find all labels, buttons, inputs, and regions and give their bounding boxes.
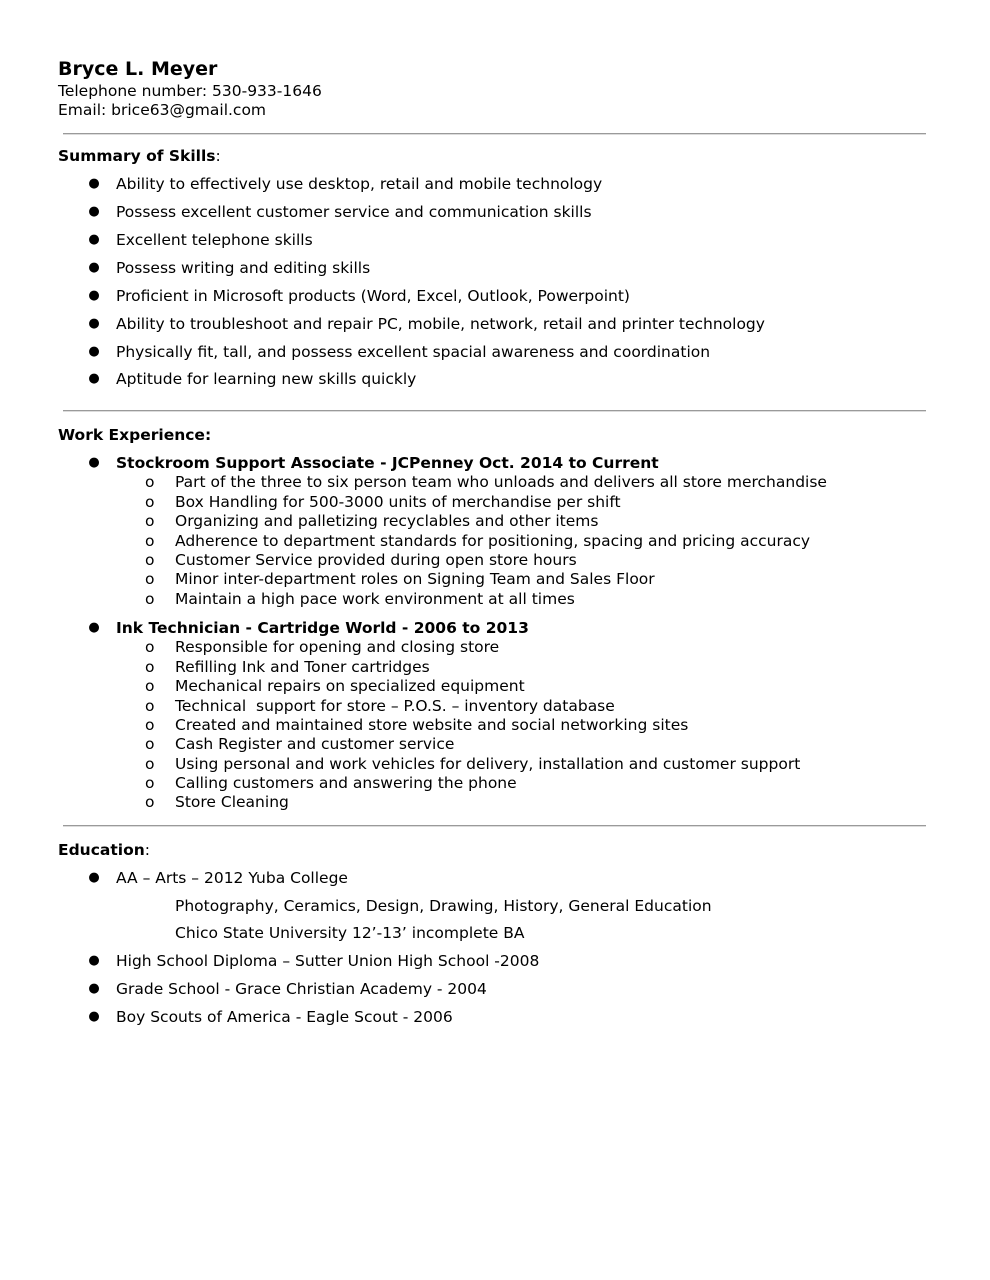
bullet-icon: ● bbox=[88, 953, 100, 968]
bullet-icon: ● bbox=[88, 316, 100, 331]
skills-heading-text: Summary of Skills bbox=[58, 147, 216, 165]
duty-text: Mechanical repairs on specialized equipment bbox=[175, 677, 525, 695]
education-heading-colon: : bbox=[144, 841, 151, 859]
education-text: Boy Scouts of America - Eagle Scout - 2006 bbox=[116, 1008, 453, 1026]
skill-text: Physically fit, tall, and possess excellent spacial awareness and coordination bbox=[116, 343, 711, 361]
bullet-icon: ● bbox=[88, 371, 100, 386]
job-title: Ink Technician - Cartridge World - 2006 to 2013 bbox=[116, 619, 529, 637]
sub-bullet-icon: o bbox=[145, 658, 155, 676]
skill-text: Ability to effectively use desktop, retail and mobile technology bbox=[116, 175, 603, 193]
sub-bullet-icon: o bbox=[145, 716, 155, 734]
duty-text: Organizing and palletizing recyclables and other items bbox=[175, 512, 599, 530]
sub-bullet-icon: o bbox=[145, 793, 155, 811]
bullet-icon: ● bbox=[88, 1009, 100, 1024]
sub-bullet-icon: o bbox=[145, 532, 155, 550]
sub-bullet-icon: o bbox=[145, 570, 155, 588]
education-text: Grade School - Grace Christian Academy - 2004 bbox=[116, 980, 487, 998]
sub-bullet-icon: o bbox=[145, 774, 155, 792]
telephone-line: Telephone number: 530-933-1646 bbox=[58, 82, 322, 100]
candidate-name: Bryce L. Meyer bbox=[58, 58, 218, 80]
skill-text: Ability to troubleshoot and repair PC, mobile, network, retail and printer technology bbox=[116, 315, 765, 333]
bullet-icon: ● bbox=[88, 232, 100, 247]
duty-text: Responsible for opening and closing store bbox=[175, 638, 500, 656]
degree-extra: Chico State University 12’-13’ incomplete BA bbox=[175, 924, 525, 942]
bullet-icon: ● bbox=[88, 344, 100, 359]
duty-text: Adherence to department standards for positioning, spacing and pricing accuracy bbox=[175, 532, 811, 550]
education-text: High School Diploma – Sutter Union High School -2008 bbox=[116, 952, 540, 970]
education-heading bbox=[58, 840, 150, 860]
bullet-icon: ● bbox=[88, 288, 100, 303]
bullet-icon: ● bbox=[88, 204, 100, 219]
degree-subjects: Photography, Ceramics, Design, Drawing, History, General Education bbox=[175, 897, 712, 915]
duty-text: Maintain a high pace work environment at all times bbox=[175, 590, 575, 608]
bullet-icon: ● bbox=[88, 620, 100, 635]
work-heading-text: Work Experience: bbox=[58, 426, 212, 444]
skills-heading-colon: : bbox=[215, 147, 221, 165]
sub-bullet-icon: o bbox=[145, 677, 155, 695]
duty-text: Minor inter-department roles on Signing Team and Sales Floor bbox=[175, 570, 655, 588]
sub-bullet-icon: o bbox=[145, 512, 155, 530]
bullet-icon: ● bbox=[88, 176, 100, 191]
duty-text: Created and maintained store website and social networking sites bbox=[175, 716, 689, 734]
duty-text: Store Cleaning bbox=[175, 793, 289, 811]
divider bbox=[63, 133, 926, 135]
skill-text: Excellent telephone skills bbox=[116, 231, 313, 249]
bullet-icon: ● bbox=[88, 455, 100, 470]
duty-text: Technical support for store – P.O.S. – inventory database bbox=[175, 697, 615, 715]
bullet-icon: ● bbox=[88, 260, 100, 275]
sub-bullet-icon: o bbox=[145, 551, 155, 569]
bullet-icon: ● bbox=[88, 981, 100, 996]
education-text: AA – Arts – 2012 Yuba College bbox=[116, 869, 348, 887]
skills-heading bbox=[58, 146, 221, 166]
skill-text: Proficient in Microsoft products (Word, Excel, Outlook, Powerpoint) bbox=[116, 287, 630, 305]
divider bbox=[63, 410, 926, 412]
duty-text: Customer Service provided during open store hours bbox=[175, 551, 577, 569]
sub-bullet-icon: o bbox=[145, 493, 155, 511]
bullet-icon: ● bbox=[88, 870, 100, 885]
duty-text: Part of the three to six person team who unloads and delivers all store merchandise bbox=[175, 473, 827, 491]
email-line: Email: brice63@gmail.com bbox=[58, 101, 267, 119]
sub-bullet-icon: o bbox=[145, 755, 155, 773]
job-title: Stockroom Support Associate - JCPenney Oct. 2014 to Current bbox=[116, 454, 659, 472]
duty-text: Calling customers and answering the phone bbox=[175, 774, 517, 792]
education-heading-text: Education bbox=[58, 841, 145, 859]
duty-text: Using personal and work vehicles for delivery, installation and customer support bbox=[175, 755, 801, 773]
skill-text: Aptitude for learning new skills quickly bbox=[116, 370, 417, 388]
divider bbox=[63, 825, 926, 827]
sub-bullet-icon: o bbox=[145, 590, 155, 608]
sub-bullet-icon: o bbox=[145, 735, 155, 753]
duty-text: Cash Register and customer service bbox=[175, 735, 455, 753]
sub-bullet-icon: o bbox=[145, 697, 155, 715]
sub-bullet-icon: o bbox=[145, 638, 155, 656]
work-heading bbox=[58, 425, 211, 445]
duty-text: Box Handling for 500-3000 units of merchandise per shift bbox=[175, 493, 621, 511]
skill-text: Possess writing and editing skills bbox=[116, 259, 371, 277]
skill-text: Possess excellent customer service and communication skills bbox=[116, 203, 592, 221]
sub-bullet-icon: o bbox=[145, 473, 155, 491]
duty-text: Refilling Ink and Toner cartridges bbox=[175, 658, 430, 676]
